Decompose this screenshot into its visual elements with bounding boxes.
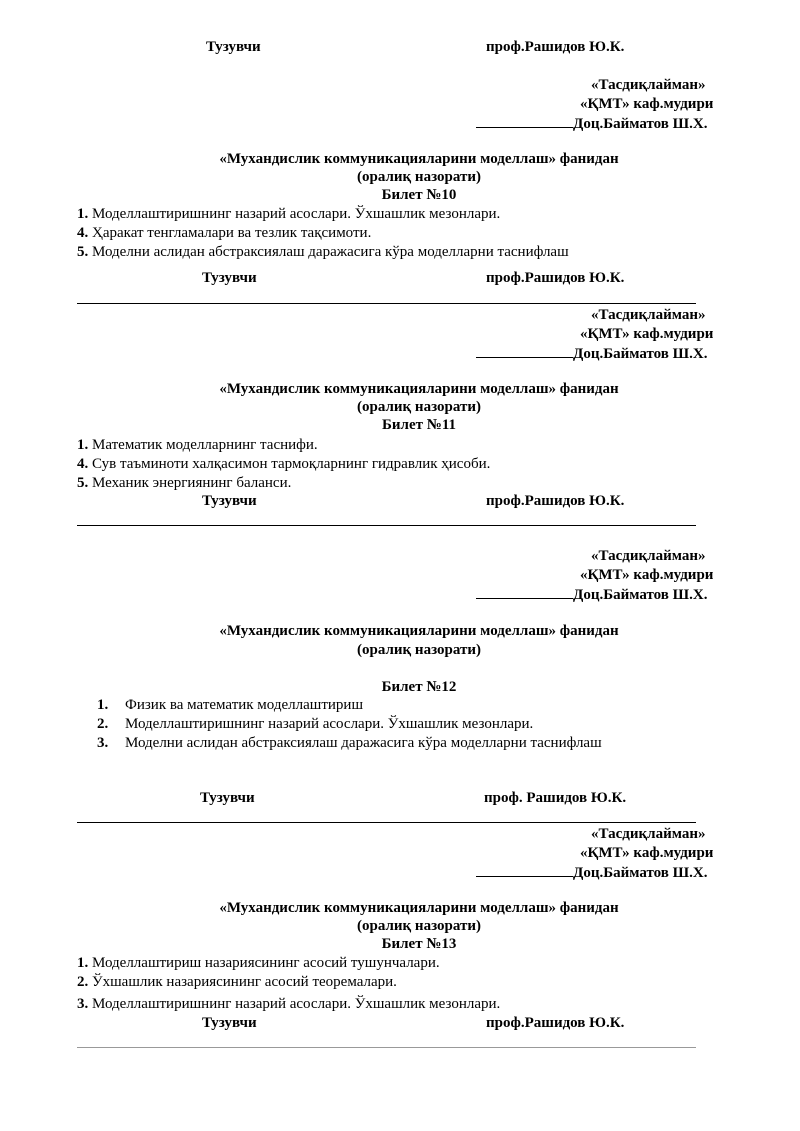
question-item: 3. Моделлаштиришнинг назарий асослари. Ўхшашлик мезонлари. [77, 996, 501, 1012]
ticket-label: Билет №12 [381, 679, 457, 695]
question-item: 5. Механик энергиянинг баланси. [77, 475, 292, 491]
signature-blank [476, 585, 573, 599]
ticket-label: Билет №13 [381, 936, 457, 952]
compiler-label: Тузувчи [206, 39, 261, 55]
exam-title: «Мухандислик коммуникацияларини моделлаш» фанидан [219, 900, 619, 916]
approval-line-1: «Тасдиқлайман» [591, 307, 706, 323]
approval-line-3: Доц.Байматов Ш.Х. [476, 344, 707, 363]
compiler-name: проф.Рашидов Ю.К. [486, 1015, 625, 1031]
approval-line-1: «Тасдиқлайман» [591, 77, 706, 93]
exam-title: «Мухандислик коммуникацияларини моделлаш» фанидан [219, 623, 619, 639]
ticket-label: Билет №11 [382, 417, 456, 433]
compiler-name: проф. Рашидов Ю.К. [484, 790, 627, 806]
cut-line [77, 822, 696, 823]
question-item: 1. Математик моделларнинг таснифи. [77, 437, 318, 453]
approval-line-3: Доц.Байматов Ш.Х. [476, 114, 707, 133]
cut-line [77, 525, 696, 526]
compiler-label: Тузувчи [200, 790, 255, 806]
cut-line [77, 303, 696, 304]
compiler-name: проф.Рашидов Ю.К. [486, 270, 625, 286]
approval-line-1: «Тасдиқлайман» [591, 826, 706, 842]
cut-line [77, 1047, 696, 1048]
question-item: 1. Моделлаштиришнинг назарий асослари. Ўхшашлик мезонлари. [77, 206, 501, 222]
exam-title: «Мухандислик коммуникацияларини моделлаш» фанидан [219, 151, 619, 167]
approval-line-2: «ҚМТ» каф.мудири [580, 96, 714, 112]
question-item: 4. Ҳаракат тенгламалари ва тезлик тақсимоти. [77, 225, 372, 241]
approval-line-2: «ҚМТ» каф.мудири [580, 326, 714, 342]
signature-blank [476, 344, 573, 358]
compiler-label: Тузувчи [202, 493, 257, 509]
signature-blank [476, 114, 573, 128]
exam-subtitle: (оралиқ назорати) [357, 169, 481, 185]
approval-line-2: «ҚМТ» каф.мудири [580, 845, 714, 861]
exam-title: «Мухандислик коммуникацияларини моделлаш» фанидан [219, 381, 619, 397]
question-item: 5. Моделни аслидан абстраксиялаш даражасига кўра моделларни таснифлаш [77, 244, 569, 260]
approval-line-3: Доц.Байматов Ш.Х. [476, 863, 707, 882]
signature-blank [476, 863, 573, 877]
approval-line-1: «Тасдиқлайман» [591, 548, 706, 564]
compiler-label: Тузувчи [202, 270, 257, 286]
exam-subtitle: (оралиқ назорати) [357, 918, 481, 934]
question-item: 4. Сув таъминоти халқасимон тармоқларнинг гидравлик ҳисоби. [77, 456, 491, 472]
compiler-name: проф.Рашидов Ю.К. [486, 493, 625, 509]
exam-subtitle: (оралиқ назорати) [357, 642, 481, 658]
question-item: 1. Моделлаштириш назариясининг асосий тушунчалари. [77, 955, 440, 971]
ticket-label: Билет №10 [381, 187, 457, 203]
exam-subtitle: (оралиқ назорати) [357, 399, 481, 415]
approval-line-2: «ҚМТ» каф.мудири [580, 567, 714, 583]
approval-line-3: Доц.Байматов Ш.Х. [476, 585, 707, 604]
question-item: 2. Ўхшашлик назариясининг асосий теоремалари. [77, 974, 397, 990]
compiler-label: Тузувчи [202, 1015, 257, 1031]
compiler-name: проф.Рашидов Ю.К. [486, 39, 625, 55]
